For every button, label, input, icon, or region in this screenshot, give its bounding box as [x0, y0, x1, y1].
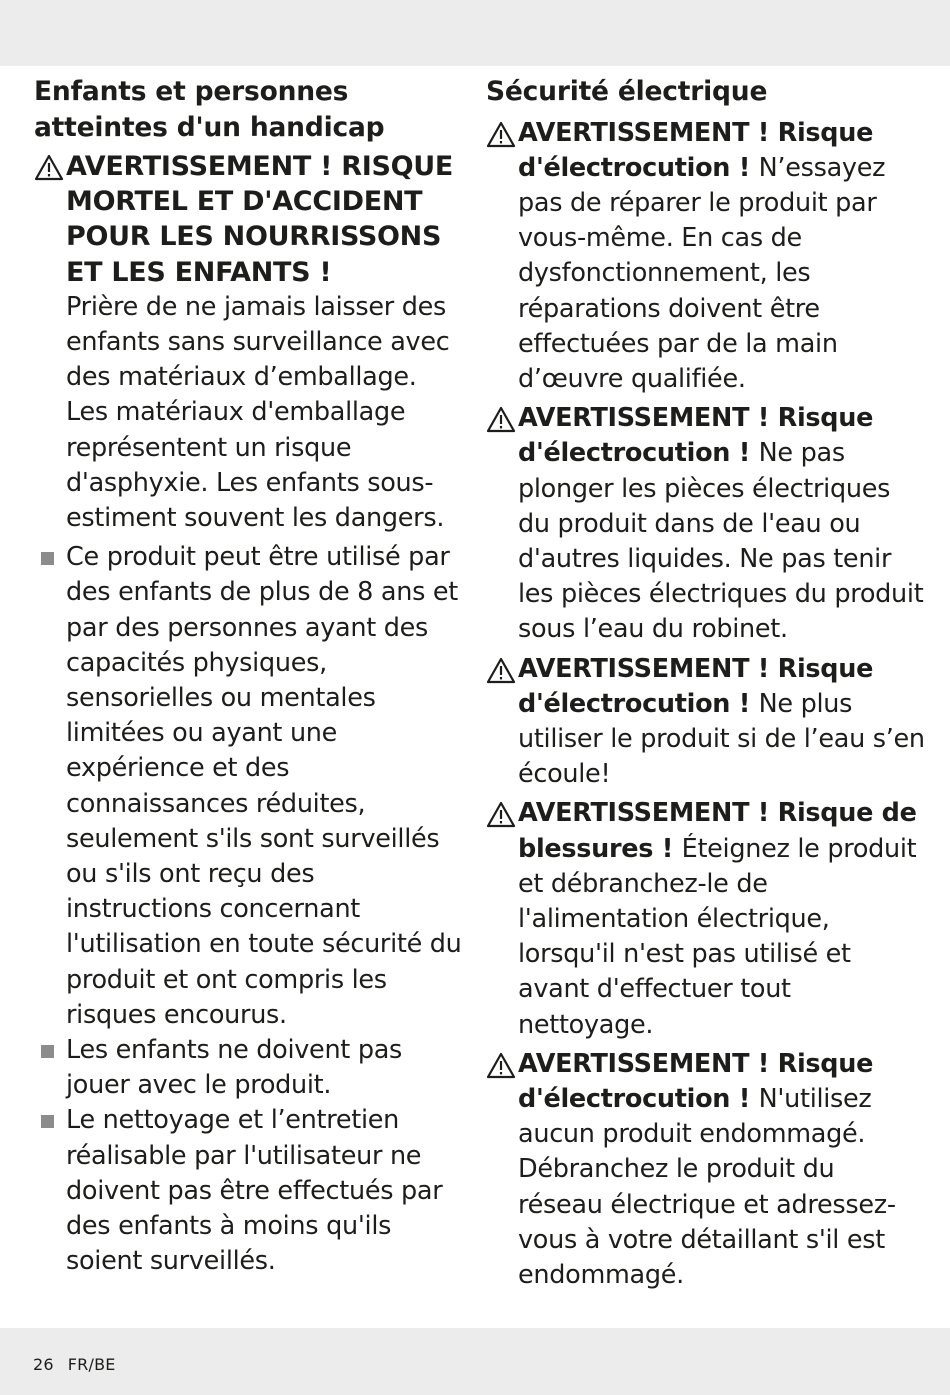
warning-triangle-icon: [486, 121, 516, 148]
warning-block: [486, 116, 926, 398]
warning-text: Ne pas plonger les pièces électriques du produit dans de l'eau ou d'autres liquides. Ne pas tenir les pièces électriques du produit sous l’eau du robinet.: [518, 438, 924, 645]
right-column: [486, 74, 926, 1293]
warning-triangle-icon: [486, 657, 516, 684]
warning-triangle-icon: [34, 154, 64, 181]
warning-block: [486, 652, 926, 793]
warning-title: AVERTISSEMENT ! RISQUE MORTEL ET D'ACCIDENT POUR LES NOURRISSONS ET LES ENFANTS !: [66, 151, 454, 288]
page-footer: [33, 1355, 130, 1374]
warning-text: N’essayez pas de réparer le produit par vous-même. En cas de dysfonctionnement, les réparations doivent être effectuées par de la main d’œuvre qualifiée.: [518, 152, 886, 394]
page-number: 26: [33, 1355, 54, 1374]
locale-label: FR/BE: [67, 1355, 116, 1374]
list-item: [34, 540, 466, 1033]
warning-block: [486, 796, 926, 1042]
warning-title: AVERTISSEMENT ! Risque d'électrocution !: [518, 117, 874, 183]
left-column: [34, 74, 466, 1280]
header-band: [0, 0, 950, 66]
warning-triangle-icon: [486, 1052, 516, 1079]
warning-title: AVERTISSEMENT ! Risque d'électrocution !: [518, 1048, 874, 1114]
warning-text: Prière de ne jamais laisser des enfants sans surveillance avec des matériaux d’emballage. Les matériaux d'emballage représentent un risque d'asphyxie. Les enfants sous-estiment souvent les dangers.: [66, 291, 450, 534]
square-bullet-icon: [41, 1115, 54, 1128]
warning-title: AVERTISSEMENT ! Risque d'électrocution !: [518, 403, 874, 469]
list-item-text: Le nettoyage et l’entretien réalisable par l'utilisateur ne doivent pas être effectués par des enfants à moins qu'ils soient surveillés.: [66, 1105, 443, 1277]
warning-title: AVERTISSEMENT ! Risque d'électrocution !: [518, 653, 874, 719]
list-item: [34, 1103, 466, 1279]
warning-text: Éteignez le produit et débranchez-le de l'alimentation électrique, lorsqu'il n'est pas utilisé et avant d'effectuer tout nettoyage.: [518, 833, 917, 1040]
warning-triangle-icon: [486, 801, 516, 828]
list-item-text: Les enfants ne doivent pas jouer avec le produit.: [66, 1035, 403, 1101]
footer-band: [0, 1328, 950, 1395]
section-heading-children: Enfants et personnes atteintes d'un handicap: [34, 76, 385, 143]
warning-block: [34, 149, 466, 536]
square-bullet-icon: [41, 552, 54, 565]
warning-triangle-icon: [486, 406, 516, 433]
square-bullet-icon: [41, 1045, 54, 1058]
warning-title: AVERTISSEMENT ! Risque de blessures !: [518, 798, 917, 864]
warning-block: [486, 401, 926, 647]
section-heading-electrical: Sécurité électrique: [486, 76, 768, 107]
warning-text: N'utilisez aucun produit endommagé. Débranchez le produit du réseau électrique et adressez-vous à votre détaillant s'il est endommagé.: [518, 1083, 896, 1290]
warning-block: [486, 1047, 926, 1293]
warning-text: Ne plus utiliser le produit si de l’eau s’en écoule!: [518, 688, 925, 790]
list-item: [34, 1033, 466, 1103]
list-item-text: Ce produit peut être utilisé par des enfants de plus de 8 ans et par des personnes ayant des capacités physiques, sensorielles ou mentales limitées ou ayant une expérience et des connaissances réduites, seulement s'ils sont surveillés ou s'ils ont reçu des instructions concernant l'utilisation en toute sécurité du produit et ont compris les risques encourus.: [66, 542, 462, 1030]
